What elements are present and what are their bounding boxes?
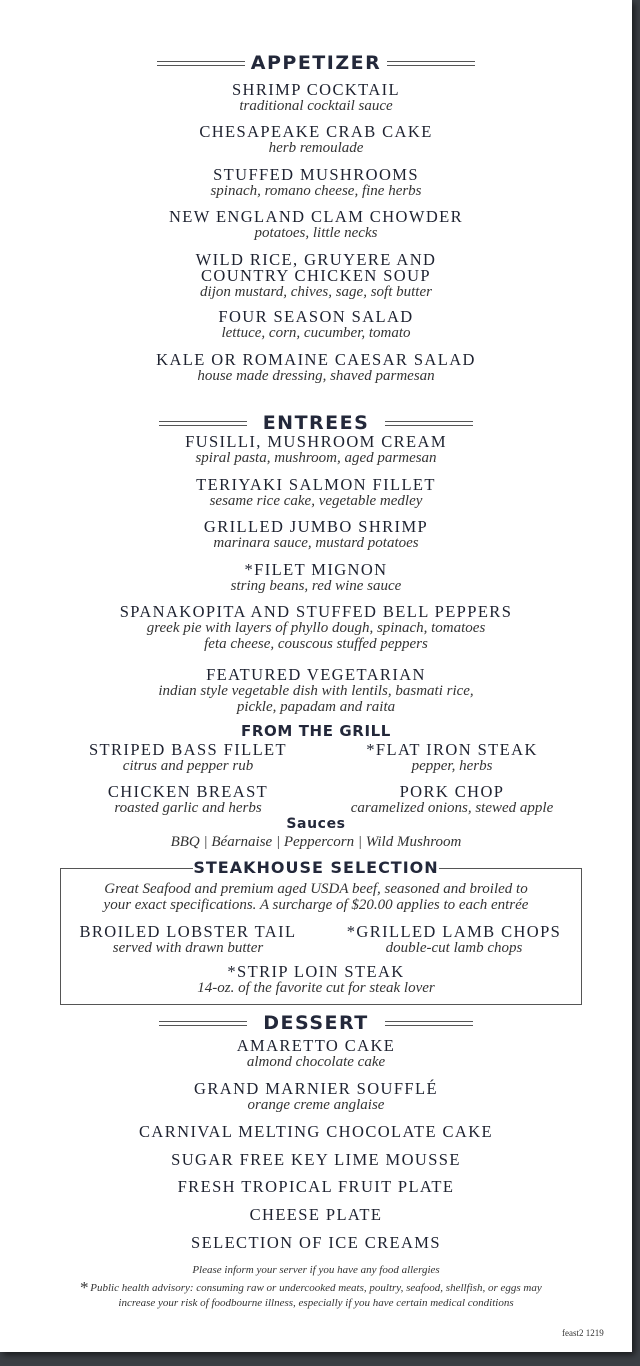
menu-item	[0, 124, 632, 156]
item-name: *FLAT IRON STEAK	[366, 740, 538, 759]
item-desc: indian style vegetable dish with lentils, basmati rice,	[158, 683, 474, 699]
item-name: *GRILLED LAMB CHOPS	[346, 922, 562, 941]
menu-item	[72, 784, 304, 816]
item-name: FEATURED VEGETARIAN	[206, 665, 426, 684]
item-name-line2: COUNTRY CHICKEN SOUP	[201, 266, 431, 285]
menu-item	[0, 1081, 632, 1113]
menu-item	[0, 1152, 632, 1168]
item-name: SHRIMP COCKTAIL	[231, 80, 401, 99]
item-desc: roasted garlic and herbs	[114, 800, 262, 816]
menu-item	[0, 309, 632, 341]
item-name: KALE OR ROMAINE CAESAR SALAD	[156, 350, 476, 369]
item-desc: herb remoulade	[268, 140, 364, 156]
item-name: SUGAR FREE KEY LIME MOUSSE	[171, 1150, 461, 1169]
menu-item	[0, 1207, 632, 1223]
grill-heading: FROM THE GRILL	[241, 722, 391, 740]
menu-item	[326, 784, 578, 816]
sauces-list: BBQ | Béarnaise | Peppercorn | Wild Mushroom	[170, 834, 462, 850]
item-name: FRESH TROPICAL FRUIT PLATE	[177, 1177, 455, 1196]
item-name: TERIYAKI SALMON FILLET	[196, 475, 436, 494]
item-name: FUSILLI, MUSHROOM CREAM	[185, 432, 447, 451]
item-desc-line2: feta cheese, couscous stuffed peppers	[204, 636, 428, 652]
item-name: GRILLED JUMBO SHRIMP	[203, 517, 429, 536]
menu-item	[0, 209, 632, 241]
item-name: STUFFED MUSHROOMS	[213, 165, 419, 184]
item-name: CHICKEN BREAST	[107, 782, 269, 801]
menu-item	[0, 167, 632, 199]
item-desc: citrus and pepper rub	[122, 758, 254, 774]
item-desc: almond chocolate cake	[246, 1054, 386, 1070]
entrees-heading: ENTREES	[0, 412, 632, 434]
menu-item	[0, 252, 632, 300]
item-desc-line2: pickle, papadam and raita	[236, 699, 396, 715]
item-name: PORK CHOP	[399, 782, 505, 801]
menu-item	[0, 352, 632, 384]
item-desc: served with drawn butter	[112, 940, 264, 956]
heading-rule-left	[159, 1021, 247, 1026]
steakhouse-intro: Great Seafood and premium aged USDA beef, seasoned and broiled to your exact specifications. A surcharge of $20.00 applies to each entrée	[103, 881, 529, 913]
menu-item	[0, 1235, 632, 1251]
menu-item	[0, 604, 632, 652]
menu-code: feast2 1219	[562, 1328, 604, 1338]
item-desc: traditional cocktail sauce	[239, 98, 393, 114]
item-name: SELECTION OF ICE CREAMS	[191, 1233, 441, 1252]
menu-item	[0, 667, 632, 715]
heading-rule-right	[385, 421, 473, 426]
heading-rule-right	[385, 1021, 473, 1026]
heading-rule-left	[159, 421, 247, 426]
item-desc: marinara sauce, mustard potatoes	[213, 535, 419, 551]
menu-item	[0, 562, 632, 594]
item-name: BROILED LOBSTER TAIL	[79, 922, 297, 941]
item-desc: potatoes, little necks	[254, 225, 378, 241]
item-desc: spiral pasta, mushroom, aged parmesan	[195, 450, 437, 466]
menu-item	[0, 434, 632, 466]
heading-rule-right	[387, 61, 475, 66]
item-name: STRIPED BASS FILLET	[88, 740, 288, 759]
item-desc: string beans, red wine sauce	[230, 578, 402, 594]
menu-item	[0, 1124, 632, 1140]
menu-item	[0, 477, 632, 509]
steakhouse-heading: STEAKHOUSE SELECTION	[193, 858, 439, 877]
appetizer-heading: APPETIZER	[0, 52, 632, 74]
health-advisory-line1: Public health advisory: consuming raw or undercooked meats, poultry, seafood, shellfish, or eggs may	[90, 1282, 542, 1294]
allergy-note: Please inform your server if you have any food allergies	[192, 1264, 440, 1276]
item-name: CHEESE PLATE	[249, 1205, 383, 1224]
item-name: WILD RICE, GRUYERE AND	[195, 250, 437, 269]
sauces-heading: Sauces	[286, 816, 346, 832]
menu-item	[0, 1179, 632, 1195]
item-desc: lettuce, corn, cucumber, tomato	[221, 325, 411, 341]
item-desc: caramelized onions, stewed apple	[350, 800, 554, 816]
menu-item	[72, 742, 304, 774]
item-name: NEW ENGLAND CLAM CHOWDER	[168, 207, 464, 226]
item-desc: spinach, romano cheese, fine herbs	[210, 183, 422, 199]
item-desc: dijon mustard, chives, sage, soft butter	[200, 284, 432, 300]
item-desc: orange creme anglaise	[247, 1097, 385, 1113]
item-name: *FILET MIGNON	[244, 560, 388, 579]
heading-rule-left	[157, 61, 245, 66]
menu-item	[0, 519, 632, 551]
menu-item	[328, 924, 580, 956]
menu-item	[0, 964, 632, 996]
item-name: *STRIP LOIN STEAK	[227, 962, 405, 981]
menu-item	[0, 1038, 632, 1070]
item-name: CARNIVAL MELTING CHOCOLATE CAKE	[139, 1122, 493, 1141]
item-desc: 14-oz. of the favorite cut for steak lover	[197, 980, 435, 996]
item-name: GRAND MARNIER SOUFFLÉ	[194, 1079, 438, 1098]
menu-item	[62, 924, 314, 956]
item-name: SPANAKOPITA AND STUFFED BELL PEPPERS	[119, 602, 513, 621]
health-advisory-line2: increase your risk of foodbourne illness, especially if you have certain medical conditions	[118, 1297, 514, 1309]
item-name: AMARETTO CAKE	[236, 1036, 396, 1055]
item-name: CHESAPEAKE CRAB CAKE	[199, 122, 433, 141]
item-desc: sesame rice cake, vegetable medley	[209, 493, 423, 509]
item-desc: pepper, herbs	[411, 758, 493, 774]
item-desc: double-cut lamb chops	[385, 940, 523, 956]
asterisk-mark: *	[80, 1278, 89, 1297]
item-desc: greek pie with layers of phyllo dough, spinach, tomatoes	[146, 620, 486, 636]
item-desc: house made dressing, shaved parmesan	[197, 368, 435, 384]
dessert-heading: DESSERT	[0, 1012, 632, 1034]
menu-item	[0, 82, 632, 114]
item-name: FOUR SEASON SALAD	[218, 307, 414, 326]
menu-item	[336, 742, 568, 774]
